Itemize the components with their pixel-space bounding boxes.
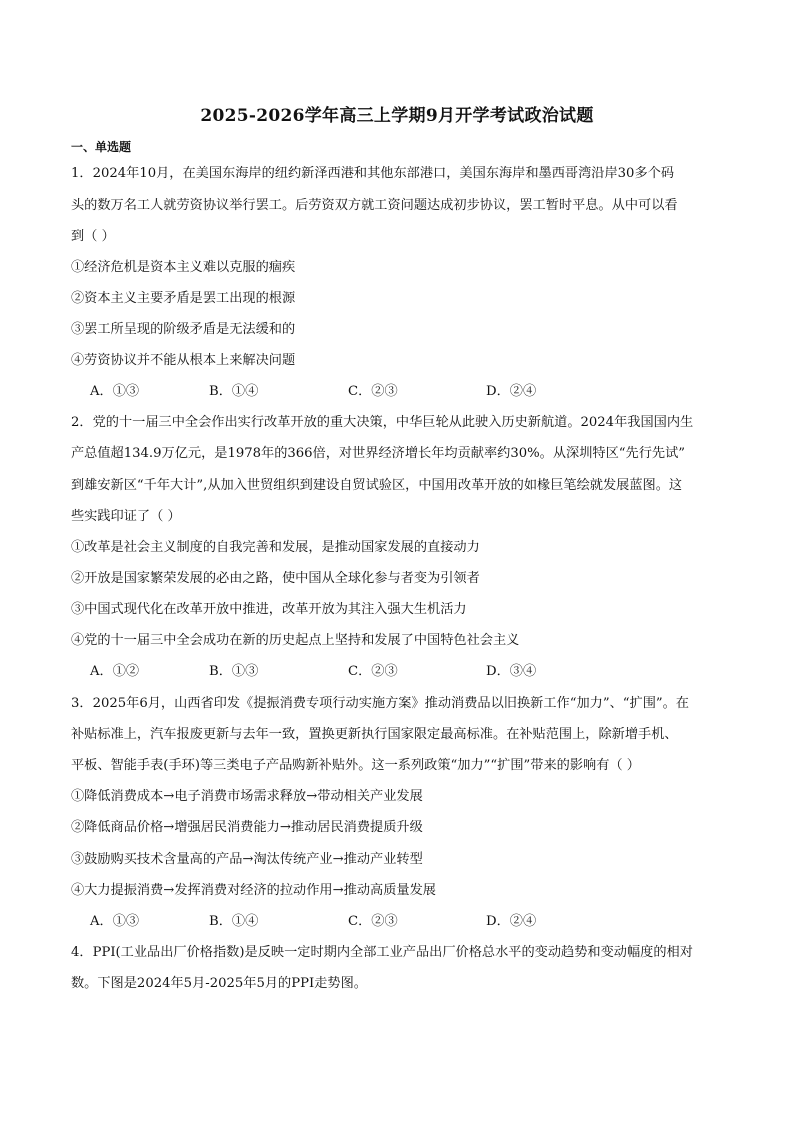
q3-stem-line-1: 3．2025年6月，山西省印发《提振消费专项行动实施方案》推动消费品以旧换新工作“加力”、“扩围”。在 xyxy=(71,696,689,711)
q2-stem-line-2: 产总值超134.9万亿元，是1978年的366倍，对世界经济增长年均贡献率约30%。从深圳特区“先行先试” xyxy=(71,446,686,461)
q3-item-4: ④大力提振消费→发挥消费对经济的拉动作用→推动高质量发展 xyxy=(71,883,436,898)
page-title: 2025-2026学年高三上学期9月开学考试政治试题 xyxy=(200,106,594,126)
q3-item-3: ③鼓励购买技术含量高的产品→淘汰传统产业→推动产业转型 xyxy=(71,852,423,867)
q4-stem-line-2: 数。下图是2024年5月-2025年5月的PPI走势图。 xyxy=(71,976,367,991)
q1-option-d[interactable]: D．②④ xyxy=(486,384,537,399)
q1-stem-line-1: 1．2024年10月，在美国东海岸的纽约新泽西港和其他东部港口，美国东海岸和墨西哥湾沿岸30多个码 xyxy=(71,166,675,181)
q2-option-c[interactable]: C．②③ xyxy=(348,664,398,679)
q1-option-a[interactable]: A．①③ xyxy=(90,384,140,399)
q2-stem-line-1: 2．党的十一届三中全会作出实行改革开放的重大决策，中华巨轮从此驶入历史新航道。2024年我国国内生 xyxy=(71,415,694,430)
q2-stem-line-4: 些实践印证了（ ） xyxy=(71,509,181,524)
q2-item-1: ①改革是社会主义制度的自我完善和发展，是推动国家发展的直接动力 xyxy=(71,540,480,555)
q3-option-b[interactable]: B．①④ xyxy=(209,914,259,929)
q3-item-1: ①降低消费成本→电子消费市场需求释放→带动相关产业发展 xyxy=(71,789,423,804)
q2-option-a[interactable]: A．①② xyxy=(90,664,140,679)
section-heading: 一、单选题 xyxy=(71,140,132,154)
q3-stem-line-3: 平板、智能手表(手环)等三类电子产品购新补贴外。这一系列政策“加力”“扩围”带来的影响有（ ） xyxy=(71,758,640,773)
q1-option-b[interactable]: B．①④ xyxy=(209,384,259,399)
q4-stem-line-1: 4．PPI(工业品出厂价格指数)是反映一定时期内全部工业产品出厂价格总水平的变动趋势和变动幅度的相对 xyxy=(71,945,693,960)
q2-option-d[interactable]: D．③④ xyxy=(486,664,537,679)
q2-stem-line-3: 到雄安新区“千年大计”,从加入世贸组织到建设自贸试验区，中国用改革开放的如椽巨笔绘就发展蓝图。这 xyxy=(71,478,683,493)
q2-item-2: ②开放是国家繁荣发展的必由之路，使中国从全球化参与者变为引领者 xyxy=(71,571,480,586)
q1-item-2: ②资本主义主要矛盾是罢工出现的根源 xyxy=(71,291,296,306)
q3-option-a[interactable]: A．①③ xyxy=(90,914,140,929)
q1-stem-line-3: 到（ ） xyxy=(71,229,115,244)
q1-option-c[interactable]: C．②③ xyxy=(348,384,398,399)
q2-item-3: ③中国式现代化在改革开放中推进，改革开放为其注入强大生机活力 xyxy=(71,602,467,617)
q1-item-4: ④劳资协议并不能从根本上来解决问题 xyxy=(71,353,296,368)
q3-stem-line-2: 补贴标准上，汽车报废更新与去年一致，置换更新执行国家限定最高标准。在补贴范围上，除新增手机、 xyxy=(71,727,678,742)
q3-option-c[interactable]: C．②③ xyxy=(348,914,398,929)
q1-item-3: ③罢工所呈现的阶级矛盾是无法缓和的 xyxy=(71,322,296,337)
q2-item-4: ④党的十一届三中全会成功在新的历史起点上坚持和发展了中国特色社会主义 xyxy=(71,633,520,648)
q1-item-1: ①经济危机是资本主义难以克服的痼疾 xyxy=(71,260,296,275)
q1-stem-line-2: 头的数万名工人就劳资协议举行罢工。后劳资双方就工资问题达成初步协议，罢工暂时平息。从中可以看 xyxy=(71,198,678,213)
q3-item-2: ②降低商品价格→增强居民消费能力→推动居民消费提质升级 xyxy=(71,820,423,835)
q3-option-d[interactable]: D．②④ xyxy=(486,914,537,929)
q2-option-b[interactable]: B．①③ xyxy=(209,664,259,679)
